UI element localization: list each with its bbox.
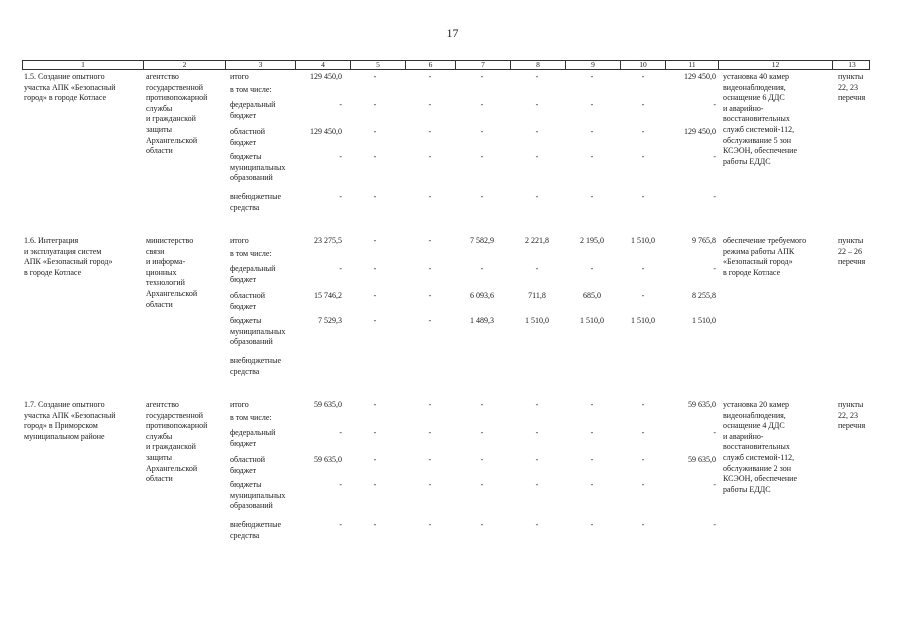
- executor-line: министерство: [146, 236, 194, 245]
- column-number-1: 1: [23, 61, 144, 69]
- funding-value-year: -: [641, 428, 645, 437]
- funding-value-year: -: [590, 520, 594, 529]
- funding-value-year: -: [535, 480, 539, 489]
- funding-value-year: -: [641, 520, 645, 529]
- funding-source-label: итого: [230, 236, 249, 245]
- funding-value-year: -: [428, 72, 432, 81]
- funding-source-label: в том числе:: [230, 413, 272, 422]
- funding-value-year: -: [480, 520, 484, 529]
- funding-source-label: муниципальных: [230, 162, 286, 172]
- column-number-7: 7: [456, 61, 511, 69]
- funding-value-year: -: [373, 192, 377, 201]
- funding-value-total: 59 635,0: [314, 455, 342, 464]
- funding-value-year: -: [590, 127, 594, 136]
- expected-result-line: служб системой-112,: [723, 453, 795, 462]
- list-points-line: 22, 23: [838, 410, 858, 420]
- expected-result-line: служб системой-112,: [723, 125, 795, 134]
- activity-name-line: участка АПК «Безопасный: [24, 82, 116, 92]
- funding-source-label: федеральный: [230, 428, 276, 437]
- funding-value-col11: 9 765,8: [692, 236, 716, 245]
- executor-line: Архангельской: [146, 289, 198, 298]
- funding-value-year: -: [590, 480, 594, 489]
- funding-value-col11: 129 450,0: [684, 127, 716, 136]
- funding-value-year: -: [373, 100, 377, 109]
- funding-source-label: в том числе:: [230, 85, 272, 94]
- activity-name-line: город» в Приморском: [24, 421, 98, 431]
- funding-source-label: бюджет: [230, 438, 257, 448]
- funding-value-year: -: [641, 72, 645, 81]
- executor-line: Архангельской: [146, 135, 198, 145]
- expected-result-line: режима работы АПК: [723, 246, 795, 256]
- funding-source-label: бюджет: [230, 137, 257, 147]
- executor-line: государственной: [146, 82, 204, 92]
- funding-value-year: -: [641, 152, 645, 161]
- funding-value-year: -: [480, 192, 484, 201]
- executor-line: области: [146, 146, 173, 156]
- list-points-line: перечня: [838, 93, 866, 103]
- funding-value-col11: -: [713, 480, 716, 489]
- funding-value-year: -: [428, 100, 432, 109]
- funding-value-total: -: [339, 100, 342, 109]
- expected-result-line: обслуживание 5 зон: [723, 135, 792, 145]
- funding-source-label: средства: [230, 366, 260, 376]
- activity-name-line: участка АПК «Безопасный: [24, 410, 116, 420]
- expected-result-line: видеонаблюдения,: [723, 82, 786, 92]
- funding-source-label: бюджеты: [230, 480, 262, 489]
- executor-line: защиты: [146, 125, 173, 134]
- executor-line: технологий: [146, 278, 185, 288]
- executor-line: и информа-: [146, 257, 186, 267]
- funding-value-year: -: [373, 152, 377, 161]
- funding-source-label: бюджет: [230, 110, 257, 120]
- funding-value-year: -: [535, 127, 539, 136]
- activity-name-line: 1.7. Создание опытного: [24, 400, 105, 409]
- executor-line: службы: [146, 103, 173, 113]
- activity-name-line: муниципальном районе: [24, 431, 105, 441]
- funding-value-year: -: [590, 152, 594, 161]
- list-points-line: пункты: [838, 400, 864, 409]
- funding-value-col11: 59 635,0: [688, 400, 716, 409]
- expected-result-line: видеонаблюдения,: [723, 410, 786, 420]
- funding-value-col11: -: [713, 428, 716, 437]
- expected-result-line: восстановительных: [723, 114, 790, 124]
- funding-value-year: -: [535, 152, 539, 161]
- funding-source-label: бюджеты: [230, 316, 262, 325]
- executor-line: области: [146, 299, 173, 309]
- funding-value-year: -: [480, 127, 484, 136]
- funding-source-label: бюджеты: [230, 152, 262, 161]
- funding-value-total: 7 529,3: [318, 316, 342, 325]
- expected-result-line: КСЭОН, обеспечение: [723, 146, 797, 156]
- funding-value-year: 685,0: [583, 291, 601, 300]
- funding-source-label: в том числе:: [230, 249, 272, 258]
- funding-value-year: 1 489,3: [470, 316, 494, 325]
- funding-value-year: -: [373, 428, 377, 437]
- column-number-3: 3: [226, 61, 296, 69]
- column-number-6: 6: [406, 61, 456, 69]
- expected-result-line: оснащение 4 ДДС: [723, 421, 785, 431]
- funding-value-year: -: [480, 480, 484, 489]
- expected-result-line: «Безопасный город»: [723, 257, 793, 267]
- funding-value-year: -: [590, 455, 594, 464]
- expected-result-line: в городе Котласе: [723, 267, 781, 277]
- funding-value-year: -: [480, 152, 484, 161]
- executor-line: связи: [146, 246, 165, 256]
- column-number-11: 11: [666, 61, 719, 69]
- executor-line: службы: [146, 431, 173, 441]
- funding-value-year: -: [535, 100, 539, 109]
- funding-value-year: -: [641, 480, 645, 489]
- expected-result-line: и аварийно-: [723, 103, 764, 113]
- expected-result-line: работы ЕДДС: [723, 484, 771, 494]
- funding-value-year: -: [641, 127, 645, 136]
- executor-line: противопожарной: [146, 93, 208, 103]
- executor-line: Архангельской: [146, 463, 198, 473]
- funding-value-year: 711,8: [528, 291, 546, 300]
- funding-value-year: 1 510,0: [631, 316, 655, 325]
- funding-value-year: -: [641, 455, 645, 464]
- column-number-header: [22, 60, 870, 70]
- executor-line: области: [146, 474, 173, 484]
- funding-value-year: -: [480, 264, 484, 273]
- funding-value-year: -: [590, 400, 594, 409]
- expected-result-line: восстановительных: [723, 442, 790, 452]
- funding-value-year: 2 195,0: [580, 236, 604, 245]
- funding-value-total: -: [339, 264, 342, 273]
- column-number-9: 9: [566, 61, 621, 69]
- funding-value-year: -: [535, 400, 539, 409]
- funding-value-year: -: [480, 100, 484, 109]
- expected-result-line: обслуживание 2 зон: [723, 463, 792, 473]
- funding-source-label: внебюджетные: [230, 192, 281, 201]
- funding-value-year: -: [590, 192, 594, 201]
- funding-value-total: -: [339, 428, 342, 437]
- funding-value-total: -: [339, 152, 342, 161]
- column-number-8: 8: [511, 61, 566, 69]
- funding-value-year: -: [373, 400, 377, 409]
- funding-source-label: итого: [230, 400, 249, 409]
- funding-source-label: областной: [230, 127, 266, 136]
- funding-value-total: 59 635,0: [314, 400, 342, 409]
- funding-value-col11: -: [713, 100, 716, 109]
- funding-value-year: -: [428, 428, 432, 437]
- funding-value-year: -: [535, 72, 539, 81]
- funding-value-year: 1 510,0: [580, 316, 604, 325]
- funding-value-year: -: [428, 455, 432, 464]
- executor-line: ционных: [146, 267, 177, 277]
- funding-value-year: -: [428, 400, 432, 409]
- activity-name-line: в городе Котласе: [24, 267, 82, 277]
- executor-line: и гражданской: [146, 442, 196, 452]
- funding-source-label: муниципальных: [230, 326, 286, 336]
- funding-value-year: -: [535, 264, 539, 273]
- funding-value-year: -: [373, 72, 377, 81]
- funding-value-year: -: [428, 192, 432, 201]
- funding-value-year: 7 582,9: [470, 236, 494, 245]
- funding-source-label: образований: [230, 337, 273, 347]
- funding-source-label: бюджет: [230, 274, 257, 284]
- expected-result-line: оснащение 6 ДДС: [723, 93, 785, 103]
- executor-line: и гражданской: [146, 114, 196, 124]
- funding-source-label: федеральный: [230, 264, 276, 273]
- funding-value-year: -: [428, 291, 432, 300]
- page-number: 17: [446, 26, 459, 40]
- funding-source-label: федеральный: [230, 100, 276, 109]
- funding-value-year: -: [641, 100, 645, 109]
- funding-value-col11: 129 450,0: [684, 72, 716, 81]
- executor-line: противопожарной: [146, 421, 208, 431]
- funding-source-label: средства: [230, 202, 260, 212]
- list-points-line: пункты: [838, 236, 864, 245]
- expected-result-line: установка 40 камер: [723, 72, 789, 81]
- funding-source-label: бюджет: [230, 301, 257, 311]
- funding-value-col11: -: [713, 152, 716, 161]
- funding-value-total: -: [339, 192, 342, 201]
- funding-value-year: -: [535, 520, 539, 529]
- funding-value-year: -: [641, 291, 645, 300]
- funding-value-col11: 1 510,0: [692, 316, 716, 325]
- funding-value-col11: -: [713, 192, 716, 201]
- funding-value-year: -: [641, 192, 645, 201]
- funding-value-total: 129 450,0: [310, 127, 342, 136]
- funding-value-year: -: [480, 400, 484, 409]
- funding-source-label: средства: [230, 530, 260, 540]
- funding-value-col11: -: [713, 264, 716, 273]
- funding-value-col11: -: [713, 520, 716, 529]
- funding-value-year: -: [373, 480, 377, 489]
- funding-source-label: областной: [230, 455, 266, 464]
- funding-value-year: -: [535, 455, 539, 464]
- funding-value-year: -: [373, 291, 377, 300]
- funding-value-year: 2 221,8: [525, 236, 549, 245]
- funding-value-year: -: [535, 428, 539, 437]
- activity-name-line: и эксплуатация систем: [24, 246, 102, 256]
- funding-value-year: -: [641, 264, 645, 273]
- funding-source-label: образований: [230, 501, 273, 511]
- funding-value-total: 23 275,5: [314, 236, 342, 245]
- funding-value-year: -: [428, 520, 432, 529]
- funding-source-label: муниципальных: [230, 490, 286, 500]
- expected-result-line: обеспечение требуемого: [723, 236, 807, 245]
- funding-value-year: 6 093,6: [470, 291, 494, 300]
- list-points-line: 22, 23: [838, 82, 858, 92]
- expected-result-line: КСЭОН, обеспечение: [723, 474, 797, 484]
- funding-value-year: -: [428, 236, 432, 245]
- funding-value-col11: 59 635,0: [688, 455, 716, 464]
- list-points-line: перечня: [838, 421, 866, 431]
- funding-value-total: -: [339, 480, 342, 489]
- funding-source-label: итого: [230, 72, 249, 81]
- funding-value-year: -: [480, 428, 484, 437]
- funding-value-year: -: [535, 192, 539, 201]
- funding-value-year: -: [373, 264, 377, 273]
- column-number-2: 2: [144, 61, 226, 69]
- funding-value-year: -: [428, 264, 432, 273]
- column-number-4: 4: [296, 61, 351, 69]
- funding-value-total: 129 450,0: [310, 72, 342, 81]
- funding-source-label: внебюджетные: [230, 356, 281, 365]
- funding-value-year: -: [428, 152, 432, 161]
- funding-value-total: 15 746,2: [314, 291, 342, 300]
- executor-line: государственной: [146, 410, 204, 420]
- funding-value-year: -: [590, 264, 594, 273]
- column-number-10: 10: [621, 61, 666, 69]
- funding-value-year: -: [480, 455, 484, 464]
- list-points-line: пункты: [838, 72, 864, 81]
- funding-value-year: 1 510,0: [631, 236, 655, 245]
- funding-value-year: -: [373, 127, 377, 136]
- funding-source-label: бюджет: [230, 465, 257, 475]
- funding-value-year: -: [428, 127, 432, 136]
- funding-value-year: -: [590, 428, 594, 437]
- column-number-5: 5: [351, 61, 406, 69]
- funding-source-label: областной: [230, 291, 266, 300]
- column-number-12: 12: [719, 61, 833, 69]
- list-points-line: перечня: [838, 257, 866, 267]
- column-number-13: 13: [848, 60, 856, 69]
- funding-value-col11: 8 255,8: [692, 291, 716, 300]
- funding-value-total: -: [339, 520, 342, 529]
- funding-value-year: 1 510,0: [525, 316, 549, 325]
- expected-result-line: установка 20 камер: [723, 400, 789, 409]
- funding-value-year: -: [428, 480, 432, 489]
- activity-name-line: 1.5. Создание опытного: [24, 72, 105, 81]
- funding-value-year: -: [590, 100, 594, 109]
- executor-line: защиты: [146, 453, 173, 462]
- list-points-line: 22 – 26: [838, 246, 862, 256]
- funding-value-year: -: [590, 72, 594, 81]
- funding-source-label: образований: [230, 173, 273, 183]
- funding-value-year: -: [373, 316, 377, 325]
- funding-value-year: -: [373, 520, 377, 529]
- executor-line: агентство: [146, 400, 179, 409]
- funding-value-year: -: [641, 400, 645, 409]
- funding-value-year: -: [428, 316, 432, 325]
- funding-value-year: -: [373, 455, 377, 464]
- expected-result-line: и аварийно-: [723, 431, 764, 441]
- funding-value-year: -: [373, 236, 377, 245]
- activity-name-line: 1.6. Интеграция: [24, 236, 79, 245]
- executor-line: агентство: [146, 72, 179, 81]
- funding-value-year: -: [480, 72, 484, 81]
- activity-name-line: АПК «Безопасный город»: [24, 257, 113, 267]
- activity-name-line: город» в городе Котласе: [24, 93, 107, 103]
- funding-source-label: внебюджетные: [230, 520, 281, 529]
- expected-result-line: работы ЕДДС: [723, 156, 771, 166]
